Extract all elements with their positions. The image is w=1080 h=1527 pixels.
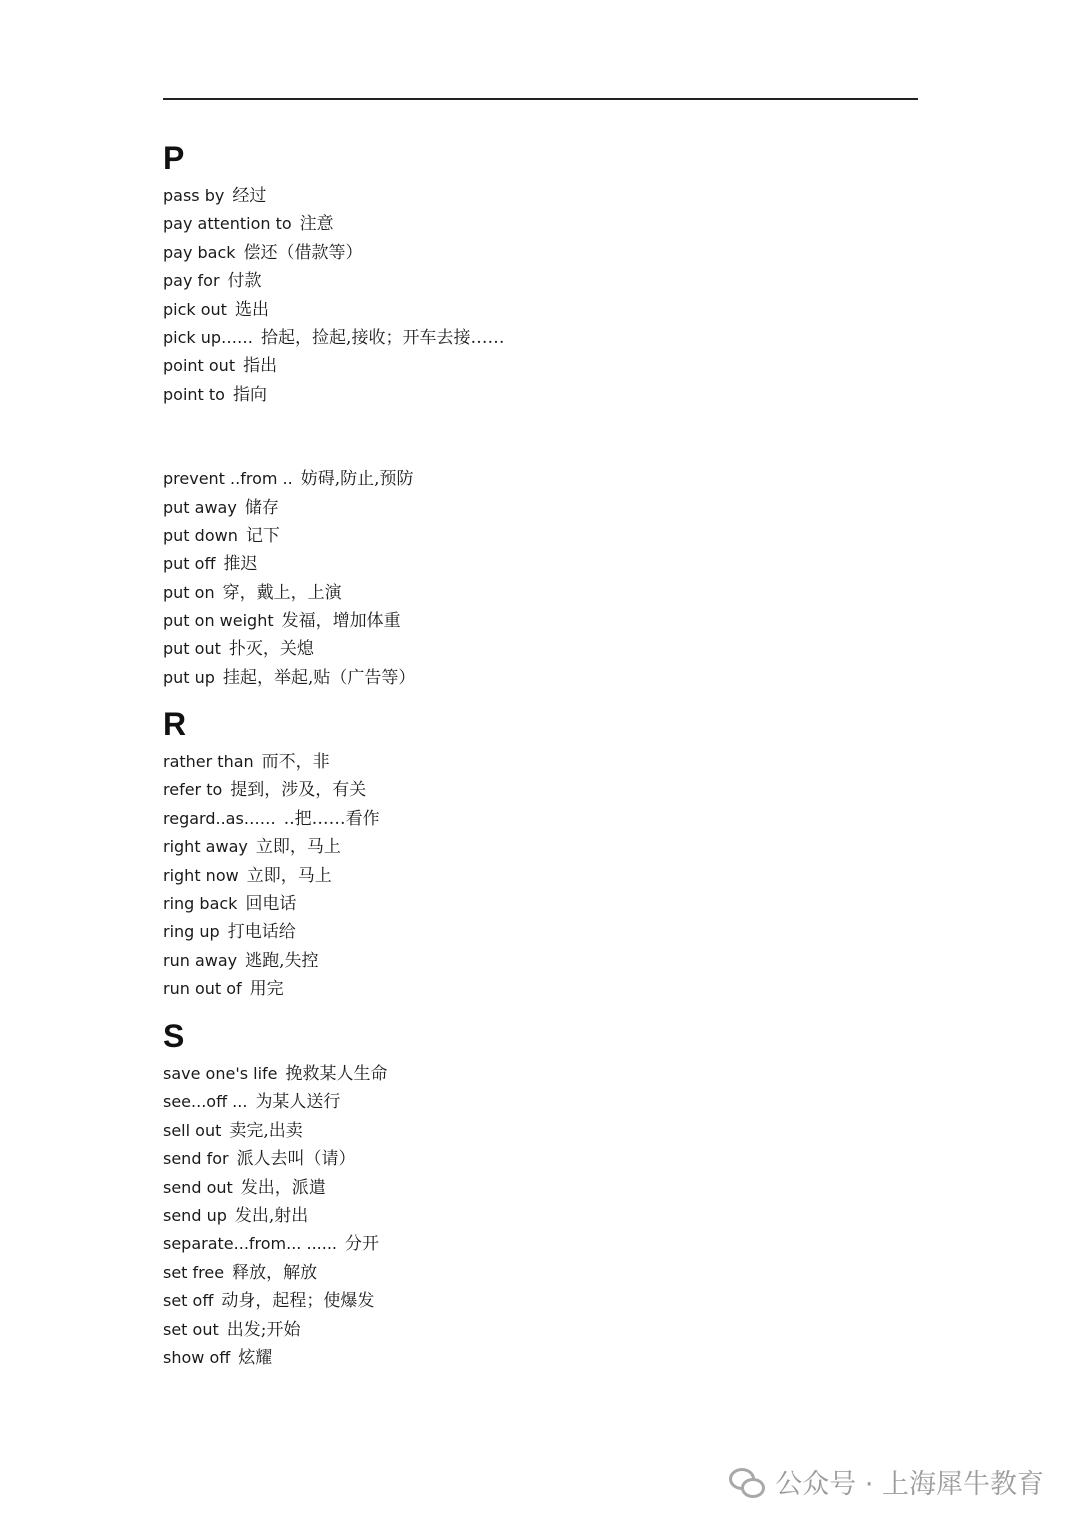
phrase-english: pay back xyxy=(163,242,236,262)
phrase-chinese: 拾起，捡起,接收；开车去接…… xyxy=(261,327,505,348)
phrase-english: set off xyxy=(163,1291,214,1311)
phrase-english: right away xyxy=(163,837,248,857)
phrase-english: prevent ..from .. xyxy=(163,469,293,489)
phrase-english: put away xyxy=(163,497,237,517)
phrase-chinese: ..把……看作 xyxy=(283,808,380,829)
phrase-english: set free xyxy=(163,1262,225,1282)
section-letter-s: S xyxy=(163,1018,185,1054)
phrase-entry xyxy=(163,664,943,692)
phrase-english: send for xyxy=(163,1149,229,1169)
phrase-entry xyxy=(163,1088,943,1116)
phrase-entry xyxy=(163,805,943,833)
phrase-chinese: 炫耀 xyxy=(238,1347,273,1368)
phrase-english: pay attention to xyxy=(163,214,292,234)
phrase-chinese: 发出,射出 xyxy=(234,1205,309,1226)
phrase-chinese: 派人去叫（请） xyxy=(236,1149,356,1170)
watermark-text: 公众号 · 上海犀牛教育 xyxy=(775,1469,1044,1500)
phrase-entry xyxy=(163,324,943,352)
phrase-chinese: 分开 xyxy=(345,1234,379,1255)
phrase-english: show off xyxy=(163,1347,231,1367)
phrase-english: regard..as…… xyxy=(163,808,276,828)
phrase-english: put up xyxy=(163,667,215,687)
phrase-chinese: 卖完,出卖 xyxy=(229,1120,303,1141)
phrase-entry xyxy=(163,210,943,238)
phrase-english: see...off ... xyxy=(163,1092,248,1112)
phrase-english: run out of xyxy=(163,979,242,999)
phrase-english: send out xyxy=(163,1177,233,1197)
section-letter-r: R xyxy=(163,706,187,742)
phrase-chinese: 提到，涉及，有关 xyxy=(230,780,367,801)
phrase-entry xyxy=(163,1117,943,1145)
phrase-chinese: 妨碍,防止,预防 xyxy=(300,469,414,490)
phrase-chinese: 发福，增加体重 xyxy=(281,611,401,632)
phrase-chinese: 回电话 xyxy=(245,893,297,914)
phrase-chinese: 记下 xyxy=(245,525,280,546)
phrase-chinese: 挽救某人生命 xyxy=(285,1064,388,1084)
phrase-english: run away xyxy=(163,950,238,970)
phrase-entry xyxy=(163,607,943,635)
phrase-english: pass by xyxy=(163,186,225,205)
phrase-entry xyxy=(163,1344,943,1372)
phrase-chinese: 指出 xyxy=(243,356,278,377)
phrase-entry xyxy=(163,182,943,210)
top-rule-divider xyxy=(163,98,918,100)
phrase-chinese: 偿还（借款等） xyxy=(243,242,363,263)
phrase-english: put on xyxy=(163,582,215,602)
section-letter-p: P xyxy=(163,140,185,176)
phrase-entry xyxy=(163,1145,943,1173)
phrase-entry xyxy=(163,1174,943,1202)
phrase-english: point to xyxy=(163,384,225,404)
phrase-chinese: 发出，派遣 xyxy=(240,1177,326,1198)
phrase-chinese: 指向 xyxy=(232,384,267,405)
phrase-chinese: 用完 xyxy=(249,979,284,1000)
phrase-list-r xyxy=(163,748,943,1004)
phrase-chinese: 释放，解放 xyxy=(232,1262,318,1283)
section-s xyxy=(163,1018,943,1372)
section-p xyxy=(163,140,943,692)
phrase-entry xyxy=(163,381,943,409)
phrase-chinese: 储存 xyxy=(244,497,279,518)
phrase-chinese: 付款 xyxy=(227,271,262,292)
phrase-chinese: 选出 xyxy=(234,299,269,320)
phrase-english: rather than xyxy=(163,752,254,771)
phrase-list-s xyxy=(163,1060,943,1372)
phrase-list-p-1 xyxy=(163,182,943,409)
phrase-english: point out xyxy=(163,356,236,376)
phrase-entry xyxy=(163,1287,943,1315)
phrase-english: put off xyxy=(163,554,216,574)
phrase-entry xyxy=(163,776,943,804)
phrase-chinese: 动身，起程；使爆发 xyxy=(221,1291,375,1312)
phrase-entry xyxy=(163,550,943,578)
section-r xyxy=(163,706,943,1004)
phrase-entry xyxy=(163,918,943,946)
phrase-english: separate...from... ...... xyxy=(163,1234,337,1254)
phrase-chinese: 立即，马上 xyxy=(246,865,332,886)
phrase-english: pick out xyxy=(163,299,227,319)
phrase-english: set out xyxy=(163,1319,219,1339)
phrase-entry xyxy=(163,833,943,861)
phrase-chinese: 出发;开始 xyxy=(226,1319,301,1340)
phrase-english: put on weight xyxy=(163,611,274,631)
phrase-english: put out xyxy=(163,639,221,659)
phrase-entry xyxy=(163,862,943,890)
phrase-entry xyxy=(163,748,943,776)
wechat-icon xyxy=(729,1467,765,1497)
phrase-entry xyxy=(163,1060,943,1088)
phrase-english: ring up xyxy=(163,922,220,942)
phrase-entry xyxy=(163,890,943,918)
phrase-entry xyxy=(163,635,943,663)
phrase-entry xyxy=(163,1230,943,1258)
watermark xyxy=(729,1462,1044,1501)
phrase-entry xyxy=(163,1202,943,1230)
phrase-english: right now xyxy=(163,865,239,885)
phrase-english: save one's life xyxy=(163,1064,278,1083)
phrase-chinese: 扑灭，关熄 xyxy=(228,639,314,660)
phrase-chinese: 注意 xyxy=(299,214,334,235)
phrase-entry xyxy=(163,522,943,550)
phrase-english: pick up…… xyxy=(163,327,254,347)
phrase-chinese: 立即，马上 xyxy=(255,837,341,858)
phrase-entry xyxy=(163,494,943,522)
phrase-entry xyxy=(163,975,943,1003)
phrase-entry xyxy=(163,267,943,295)
phrase-english: put down xyxy=(163,525,238,545)
phrase-english: pay for xyxy=(163,271,220,291)
phrase-entry xyxy=(163,1259,943,1287)
phrase-list-p-2 xyxy=(163,465,943,692)
blank-gap xyxy=(163,409,943,465)
phrase-entry xyxy=(163,352,943,380)
phrase-chinese: 而不，非 xyxy=(261,752,330,772)
phrase-entry xyxy=(163,947,943,975)
phrase-english: refer to xyxy=(163,780,223,800)
phrase-english: ring back xyxy=(163,893,238,913)
phrase-chinese: 逃跑,失控 xyxy=(245,950,319,971)
phrase-entry xyxy=(163,465,943,493)
phrase-entry xyxy=(163,296,943,324)
phrase-chinese: 推迟 xyxy=(223,554,258,575)
phrase-chinese: 为某人送行 xyxy=(255,1092,341,1113)
phrase-english: send up xyxy=(163,1205,227,1225)
phrase-english: sell out xyxy=(163,1120,222,1140)
phrase-entry xyxy=(163,239,943,267)
phrase-entry xyxy=(163,579,943,607)
phrase-chinese: 穿，戴上，上演 xyxy=(222,582,342,603)
phrase-entry xyxy=(163,1316,943,1344)
phrase-chinese: 挂起，举起,贴（广告等） xyxy=(222,667,416,688)
phrase-chinese: 经过 xyxy=(232,186,267,206)
phrase-chinese: 打电话给 xyxy=(227,922,296,943)
